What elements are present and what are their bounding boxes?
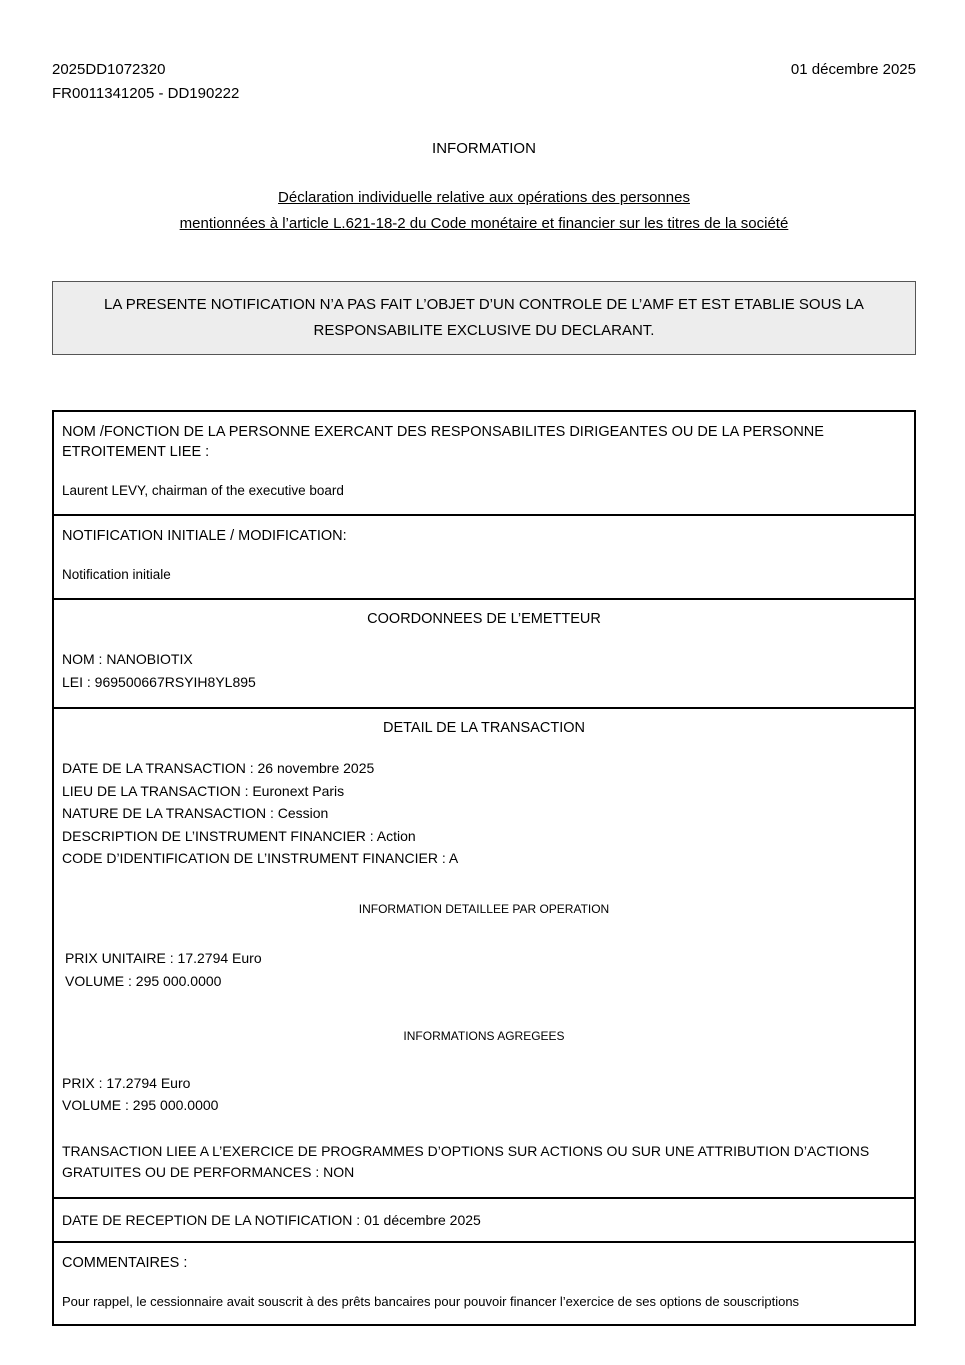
instrument-description: DESCRIPTION DE L’INSTRUMENT FINANCIER : Action [62,827,416,844]
transaction-nature: NATURE DE LA TRANSACTION : Cession [62,805,329,821]
per-operation-lines [62,947,906,993]
unit-price: PRIX UNITAIRE : 17.2794 Euro [65,949,262,966]
issuer-section-title: COORDONNEES DE L’EMETTEUR [367,611,601,627]
operation-volume: VOLUME : 295 000.0000 [65,972,222,989]
transaction-lines [62,757,906,870]
document-date: 01 décembre 2025 [790,61,916,78]
aggregated-volume: VOLUME : 295 000.0000 [62,1097,219,1113]
reception-date-row: DATE DE RECEPTION DE LA NOTIFICATION : 01 décembre 2025 [54,1199,914,1243]
transaction-detail-row [54,709,914,1199]
person-value: Laurent LEVY, chairman of the executive board [62,483,344,498]
transaction-date: DATE DE LA TRANSACTION : 26 novembre 2025 [62,760,375,776]
notification-type-label: NOTIFICATION INITIALE / MODIFICATION: [62,528,347,544]
comments-value: Pour rappel, le cessionnaire avait souscrit à des prêts bancaires pour pouvoir financer l’exercice de ses options de souscriptions [62,1293,800,1309]
amf-disclaimer-notice: LA PRESENTE NOTIFICATION N’A PAS FAIT L’OBJET D’UN CONTROLE DE L’AMF ET EST ETABLIE SOUS LA RESPONSABILITE EXCLUSIVE DU DECLARANT. [52,281,916,355]
notification-type-value: Notification initiale [62,567,171,582]
person-label: NOM /FONCTION DE LA PERSONNE EXERCANT DES RESPONSABILITES DIRIGEANTES OU DE LA PERSONNE ETROITEMENT LIEE : [62,424,824,460]
declaration-reference-number: 2025DD1072320 [52,61,166,78]
document-header [52,58,916,106]
declaration-title [52,185,916,237]
comments-label: COMMENTAIRES : [62,1254,188,1271]
notification-type-row [54,516,914,600]
declaration-title-line2: mentionnées à l’article L.621-18-2 du Code monétaire et financier sur les titres de la société [179,215,789,232]
reference-block [52,58,239,106]
stock-options-statement: TRANSACTION LIEE A L’EXERCICE DE PROGRAMMES D’OPTIONS SUR ACTIONS OU SUR UNE ATTRIBUTION D’ACTIONS GRATUITES OU DE PERFORMANCES : NON [62,1142,870,1180]
person-row [54,412,914,516]
isin-reference: FR0011341205 - DD190222 [52,85,240,102]
issuer-details [62,648,906,693]
information-title: INFORMATION [432,140,536,157]
aggregated-lines [62,1072,906,1117]
transaction-section-title: DETAIL DE LA TRANSACTION [383,720,585,736]
aggregated-info-header: INFORMATIONS AGREGEES [403,1028,565,1043]
aggregated-price: PRIX : 17.2794 Euro [62,1074,191,1091]
per-operation-header: INFORMATION DETAILLEE PAR OPERATION [358,901,610,916]
declaration-title-line1: Déclaration individuelle relative aux opérations des personnes [278,189,690,206]
issuer-name: NOM : NANOBIOTIX [62,651,193,667]
instrument-code: CODE D’IDENTIFICATION DE L’INSTRUMENT FINANCIER : A [62,850,459,866]
issuer-lei: LEI : 969500667RSYIH8YL895 [62,673,256,690]
issuer-row [54,600,914,709]
transaction-place: LIEU DE LA TRANSACTION : Euronext Paris [62,782,345,799]
declaration-table [52,410,916,1326]
comments-row [54,1243,914,1324]
